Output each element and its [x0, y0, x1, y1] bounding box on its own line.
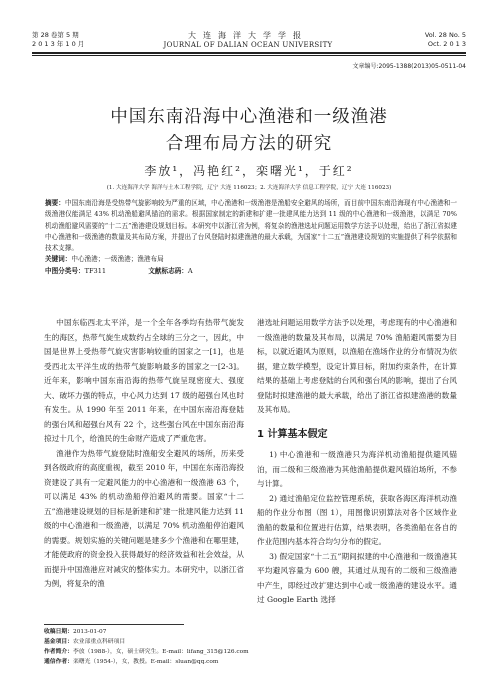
assumption-3: 3) 假定国家“十二五”期间拟建的中心渔港和一级渔港其平均避风容量为 600 艘，其通过从现有的二级和三级渔港中产生，即经过改扩建达到中心或一级渔港的建设水平。通过 Google Earth 选择 [257, 551, 457, 604]
footnotes-block [44, 627, 464, 667]
classification-line [45, 266, 457, 277]
volume-issue: 第 28 卷第 5 期 [32, 31, 79, 39]
keywords-line [45, 254, 457, 265]
footnote-text: 李放（1988-），女，硕士研究生。E-mail：lifang_315@126.com [73, 649, 249, 655]
footnote-label: 通信作者： [44, 659, 73, 665]
abstract-paragraph [45, 198, 457, 254]
author-affiliations: (1. 大连海洋大学 海洋与土木工程学院，辽宁 大连 116023；2. 大连海洋大学 信息工程学院，辽宁 大连 116023) [106, 185, 392, 191]
footnote-funding [44, 637, 464, 647]
keywords-text: 中心渔港；一级渔港；渔港布局 [71, 255, 164, 264]
section-heading-1: 1 计算基本假定 [257, 428, 328, 440]
intro-paragraph-2: 渔港作为热带气旋登陆时渔船安全避风的场所，历来受到各级政府的高度重视，截至 2010 年，中国在东南沿海投资建设了具有一定避风能力的中心渔港和一级渔港 63 个，可以满足 43% 的机动渔船停泊避风的需要。国家“十二五”渔港建设规划的目标是新建和扩建一批建风能力达到 11 级的中心渔港和一级渔港，以满足 70% 机动渔船停泊避风的需要。规划实施的关键问题是建多少个渔港和在哪里建，才能使政府的资金投入获得最好的经济效益和社会效益，从而提升中国渔港应对减灾的整体实力。本研究中，以浙江省为例，将复杂的渔 [44, 448, 244, 588]
body-column-right [257, 316, 457, 608]
journal-volume-info [32, 31, 84, 49]
abstract-label: 摘要： [45, 199, 65, 207]
paper-authors: 李放¹，冯艳红²，栾曙光¹，于红² [144, 164, 354, 178]
footnote-received [44, 627, 464, 637]
journal-name-en: JOURNAL OF DALIAN OCEAN UNIVERSITY [163, 41, 333, 49]
issue-date: 2 0 1 3 年 1 0 月 [32, 40, 85, 48]
doc-code-value: A [187, 266, 193, 275]
paper-title-line2: 合理布局方法的研究 [165, 134, 333, 154]
abstract-text: 中国东南沿海是受热带气旋影响较为严重的区域，中心渔港和一级渔港是渔船安全避风的场所，而目前中国东南沿海现有中心渔港和一级渔港仅能满足 43% 机动渔船避风锚泊的需求。根据国家制定的新建和扩建一批建风能力达到 11 级的中心渔港和一级渔港，以满足 70% 机动渔船避风需要的“十二五”渔港建设规划目标。本研究中以浙江省为例，将复杂的渔港选址问题运用数学方法予以处理，给出了浙江省拟建中心渔港和一级渔港的数量及其布局方案，并提出了台风登陆时拟建渔港的最大承载，为国家“十二五”渔港建设规划的实施提供了科学依据和技术支撑。 [45, 199, 458, 253]
intro-paragraph-1: 中国东临西北太平洋，是一个全年各季均有热带气旋发生的海区，热带气旋生成数约占全球的三分之一，因此，中国是世界上受热带气旋灾害影响较重的国家之一[1]，也是受西北太平洋生成的热带气旋影响最多的国家之一[2-3]。近年来，影响中国东南沿海的热带气旋呈现密度大、强度大、破坏力强的特点，中心风力达到 17 级的超强台风也时有发生。从 1990 年至 2011 年来，在中国东南沿海登陆的强台风和超强台风有 22 个，这些强台风在中国东南沿海掠过十几个，给渔民的生命财产造成了严重危害。 [44, 318, 244, 443]
footnote-label: 收稿日期： [44, 629, 73, 635]
header-rule-thick [32, 52, 466, 54]
journal-volume-info-en [425, 31, 466, 49]
footnote-label: 基金项目： [44, 639, 73, 645]
footnote-corresponding [44, 657, 464, 667]
doc-code-label: 文献标志码： [148, 266, 188, 275]
clc-value: TF311 [84, 266, 107, 275]
paper-title-line1: 中国东南沿海中心渔港和一级渔港 [110, 107, 388, 127]
document-number: 文章编号:2095-1388(2013)05-0511-04 [352, 63, 466, 70]
footnote-author-bio [44, 647, 464, 657]
footnote-rule [44, 624, 184, 625]
abstract-block [45, 198, 457, 277]
assumption-2: 2) 通过渔船定位监控管理系统，获取各海区海洋机动渔船的作业分布图（图 1），用图像识别算法对各个区域作业渔船的数量和位置进行估算，结果表明，各类渔船在各自的作业范围内基本符合均匀分布的假定。 [257, 493, 457, 546]
footnote-text: 农业部重点科研项目 [73, 639, 126, 645]
footnote-text: 2013-01-07 [73, 629, 107, 635]
journal-title-block [130, 30, 366, 49]
journal-name-cn: 大连海洋大学学报 [188, 31, 308, 40]
footnote-text: 栾曙光（1954-），女，教授。E-mail：sluan@qq.com [73, 659, 219, 665]
body-column-left [44, 316, 244, 592]
footnote-label: 作者简介： [44, 649, 73, 655]
clc-label: 中图分类号： [45, 266, 85, 275]
header-rule-thin [32, 55, 466, 56]
assumption-1: 1) 中心渔港和一级渔港只为海洋机动渔船提供避风锚泊，而二级和三级渔港为其他渔船提供避风锚泊场所，不参与计算。 [257, 450, 457, 488]
intro-paragraph-continued: 港选址问题运用数学方法予以处理，考虑现有的中心渔港和一级渔港的数量及其布局，以满足 70% 渔船避风需要为目标，以就近避风为原则，以渔船在渔场作业的分布情况为依据，建立数学模型，设定计算目标，附加约束条件，在计算结果的基础上考虑登陆的台风和强台风的影响，提出了台风登陆时拟建渔港的最大承载，给出了浙江省拟建渔港的数量及其布局。 [257, 318, 457, 414]
keywords-label: 关键词： [45, 255, 72, 264]
issue-date-en: Oct. 2 0 1 3 [427, 40, 466, 48]
volume-issue-en: Vol. 28 No. 5 [424, 31, 466, 39]
